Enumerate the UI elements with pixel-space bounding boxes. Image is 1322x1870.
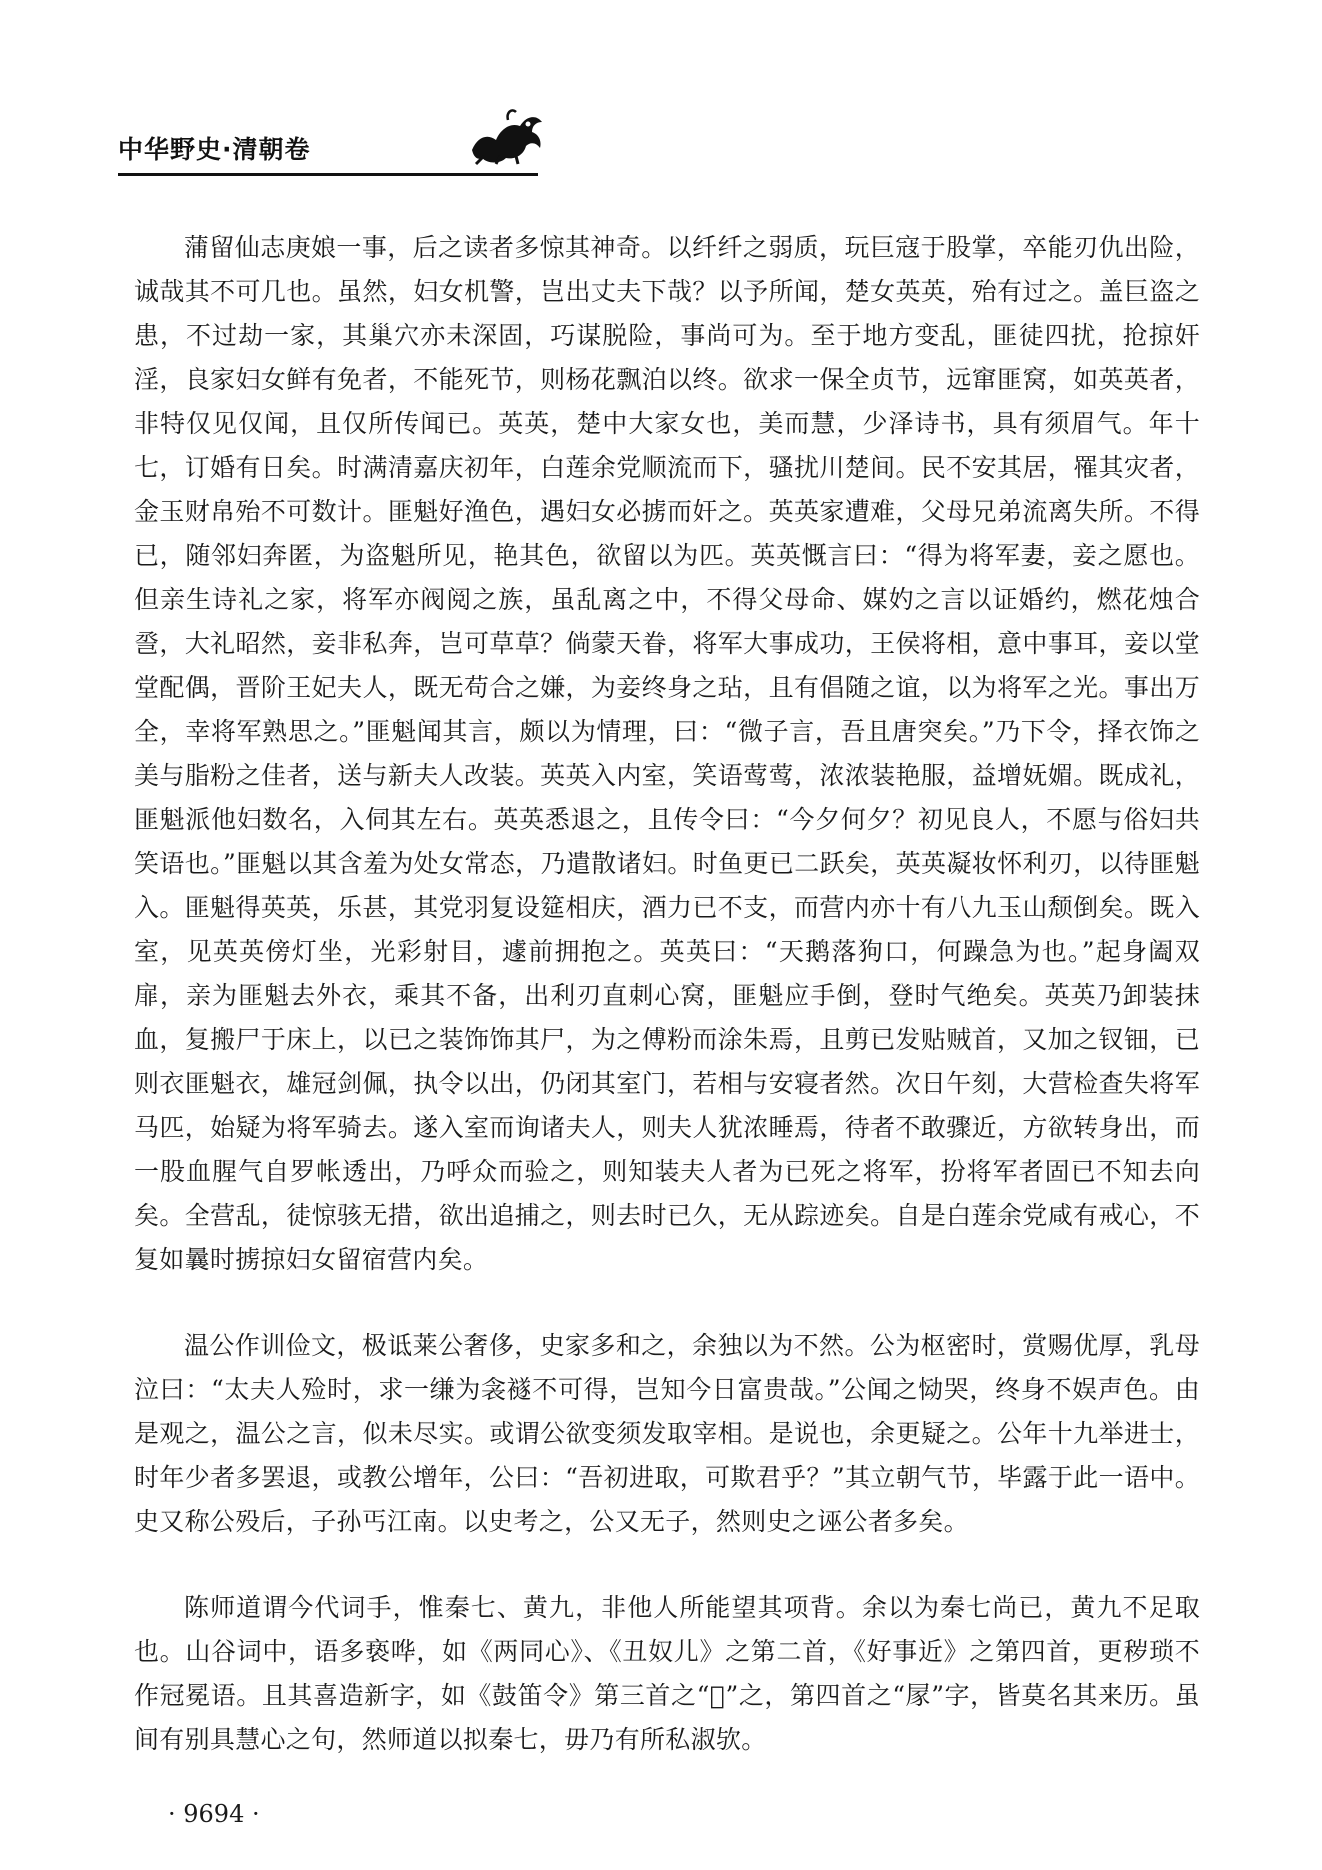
header-rule — [118, 173, 538, 176]
main-text — [134, 226, 1200, 1762]
paragraph-yingying: 蒲留仙志庚娘一事，后之读者多惊其神奇。以纤纤之弱质，玩巨寇于股掌，卒能刃仇出险，诚哉其不可几也。虽然，妇女机警，岂出丈夫下哉？以予所闻，楚女英英，殆有过之。盖巨盗之患，不过劫一家，其巢穴亦未深固，巧谋脱险，事尚可为。至于地方变乱，匪徒四扰，抢掠奸淫，良家妇女鲜有免者，不能死节，则杨花飘泊以终。欲求一保全贞节，远窜匪窝，如英英者，非特仅见仅闻，且仅所传闻已。英英，楚中大家女也，美而慧，少泽诗书，具有须眉气。年十七，订婚有日矣。时满清嘉庆初年，白莲余党顺流而下，骚扰川楚间。民不安其居，罹其灾者，金玉财帛殆不可数计。匪魁好渔色，遇妇女必掳而奸之。英英家遭难，父母兄弟流离失所。不得已，随邻妇奔匿，为盗魁所见，艳其色，欲留以为匹。英英慨言曰：“得为将军妻，妾之愿也。但亲生诗礼之家，将军亦阀阅之族，虽乱离之中，不得父母命、媒妁之言以证婚约，燃花烛合巹，大礼昭然，妾非私奔，岂可草草？倘蒙天眷，将军大事成功，王侯将相，意中事耳，妾以堂堂配偶，晋阶王妃夫人，既无苟合之嫌，为妾终身之玷，且有倡随之谊，以为将军之光。事出万全，幸将军熟思之。”匪魁闻其言，颇以为情理，曰：“微子言，吾且唐突矣。”乃下令，择衣饰之美与脂粉之佳者，送与新夫人改装。英英入内室，笑语莺莺，浓浓装艳服，益增妩媚。既成礼，匪魁派他妇数名，入伺其左右。英英悉退之，且传令曰：“今夕何夕？初见良人，不愿与俗妇共笑语也。”匪魁以其含羞为处女常态，乃遣散诸妇。时鱼更已二跃矣，英英凝妆怀利刃，以待匪魁入。匪魁得英英，乐甚，其党羽复设筵相庆，酒力已不支，而营内亦十有八九玉山颓倒矣。既入室，见英英傍灯坐，光彩射目，遽前拥抱之。英英曰：“天鹅落狗口，何躁急为也。”起身阖双扉，亲为匪魁去外衣，乘其不备，出利刃直刺心窝，匪魁应手倒，登时气绝矣。英英乃卸装抹血，复搬尸于床上，以已之装饰饰其尸，为之傅粉而涂朱焉，且剪已发贴贼首，又加之钗钿，已则衣匪魁衣，雄冠剑佩，执令以出，仍闭其室门，若相与安寝者然。次日午刻，大营检查失将军马匹，始疑为将军骑去。遂入室而询诸夫人，则夫人犹浓睡焉，待者不敢骤近，方欲转身出，而一股血腥气自罗帐透出，乃呼众而验之，则知装夫人者为已死之将军，扮将军者固已不知去向矣。全营乱，徒惊骇无措，欲出追捕之，则去时已久，无从踪迹矣。自是白莲余党咸有戒心，不复如曩时掳掠妇女留宿营内矣。 — [134, 233, 1200, 1274]
book-title: 中华野史·清朝卷 — [118, 135, 311, 164]
running-header — [118, 118, 538, 176]
paragraph-wengong: 温公作训俭文，极诋莱公奢侈，史家多和之，余独以为不然。公为枢密时，赏赐优厚，乳母泣曰：“太夫人殓时，求一缣为衾襚不可得，岂知今日富贵哉。”公闻之恸哭，终身不娱声色。由是观之，温公之言，似未尽实。或谓公欲变须发取宰相。是说也，余更疑之。公年十九举进士，时年少者多罢退，或教公增年，公曰：“吾初进取，可欺君乎？”其立朝气节，毕露于此一语中。史又称公殁后，子孙丐江南。以史考之，公又无子，然则史之诬公者多矣。 — [134, 1331, 1200, 1536]
dragon-emblem-icon — [466, 106, 548, 168]
paragraph-chenshidao: 陈师道谓今代词手，惟秦七、黄九，非他人所能望其项背。余以为秦七尚已，黄九不足取也。山谷词中，语多亵哗，如《两同心》、《丑奴儿》之第二首，《好事近》之第四首，更秽琐不作冠冕语。且其喜造新字，如《鼓笛令》第三首之“𨈍”之，第四首之“𡱰”字，皆莫名其来历。虽间有别具慧心之句，然师道以拟秦七，毋乃有所私淑欤。 — [134, 1593, 1200, 1754]
page-number: · 9694 · — [168, 1800, 260, 1828]
